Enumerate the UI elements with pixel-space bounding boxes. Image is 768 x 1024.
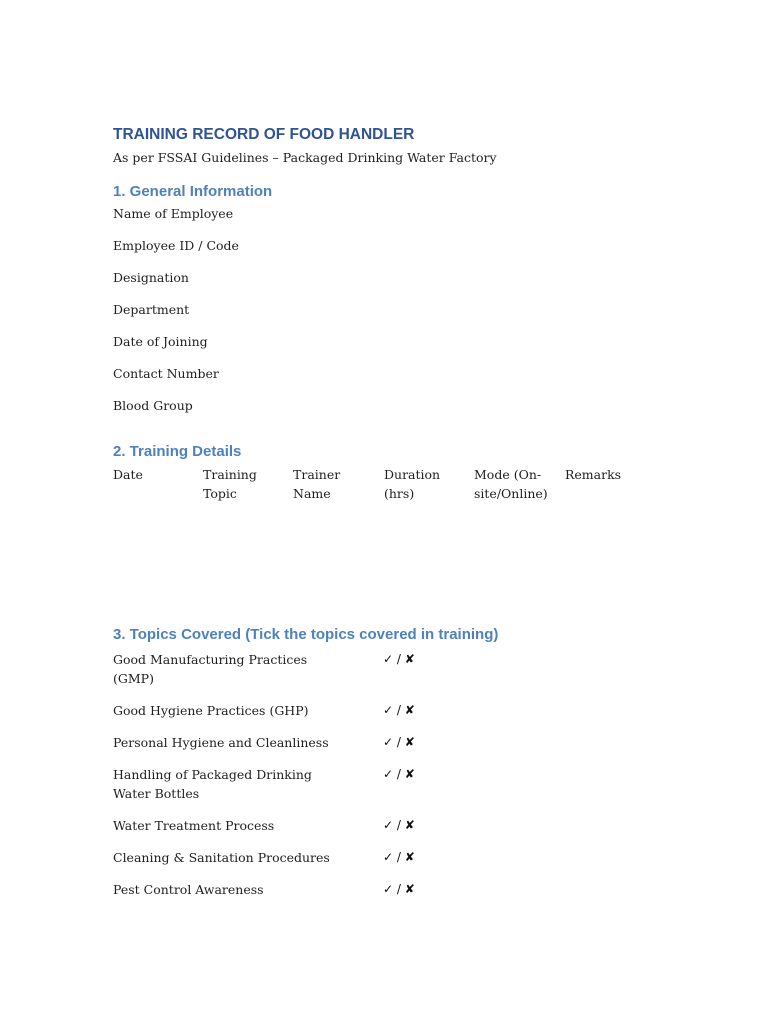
field-label-department: Department: [113, 302, 190, 317]
field-label-name-of-employee: Name of Employee: [113, 206, 234, 221]
tick-cross-mark: ✓ / ✘: [383, 703, 415, 717]
topic-label: Water Treatment Process: [113, 818, 275, 833]
tick-cross-mark: ✓ / ✘: [383, 818, 415, 832]
topic-label: Handling of Packaged Drinking Water Bottles: [113, 767, 312, 801]
topics-covered-list: [113, 650, 415, 912]
topic-row: [113, 765, 415, 803]
document-subtitle: As per FSSAI Guidelines – Packaged Drinking Water Factory: [113, 150, 497, 165]
topic-row: [113, 816, 415, 835]
topic-label: Pest Control Awareness: [113, 882, 264, 897]
section-training-details-heading: 2. Training Details: [113, 443, 242, 460]
table-header-trainer-name: Trainer Name: [293, 467, 341, 501]
topic-row: [113, 701, 415, 720]
topic-row: [113, 733, 415, 752]
table-header-duration: Duration (hrs): [384, 467, 441, 501]
field-label-date-of-joining: Date of Joining: [113, 334, 208, 349]
field-label-employee-id: Employee ID / Code: [113, 238, 239, 253]
general-information-list: [113, 206, 239, 430]
table-header-remarks: Remarks: [565, 467, 622, 482]
topic-row: [113, 880, 415, 899]
topic-row: [113, 650, 415, 688]
topic-label: Cleaning & Sanitation Procedures: [113, 850, 330, 865]
training-details-table: [113, 466, 655, 503]
field-label-designation: Designation: [113, 270, 189, 285]
table-header-date: Date: [113, 467, 143, 482]
section-topics-covered-heading: 3. Topics Covered (Tick the topics covered in training): [113, 626, 499, 643]
document-title: TRAINING RECORD OF FOOD HANDLER: [113, 126, 415, 143]
table-header-training-topic: Training Topic: [203, 467, 257, 501]
table-header-mode: Mode (On-site/Online): [474, 467, 548, 501]
tick-cross-mark: ✓ / ✘: [383, 882, 415, 896]
tick-cross-mark: ✓ / ✘: [383, 767, 415, 781]
topic-label: Good Hygiene Practices (GHP): [113, 703, 309, 718]
section-general-information-heading: 1. General Information: [113, 183, 273, 200]
topic-label: Good Manufacturing Practices (GMP): [113, 652, 308, 686]
field-label-contact-number: Contact Number: [113, 366, 219, 381]
topic-row: [113, 848, 415, 867]
tick-cross-mark: ✓ / ✘: [383, 850, 415, 864]
field-label-blood-group: Blood Group: [113, 398, 193, 413]
tick-cross-mark: ✓ / ✘: [383, 652, 415, 666]
tick-cross-mark: ✓ / ✘: [383, 735, 415, 749]
topic-label: Personal Hygiene and Cleanliness: [113, 735, 329, 750]
